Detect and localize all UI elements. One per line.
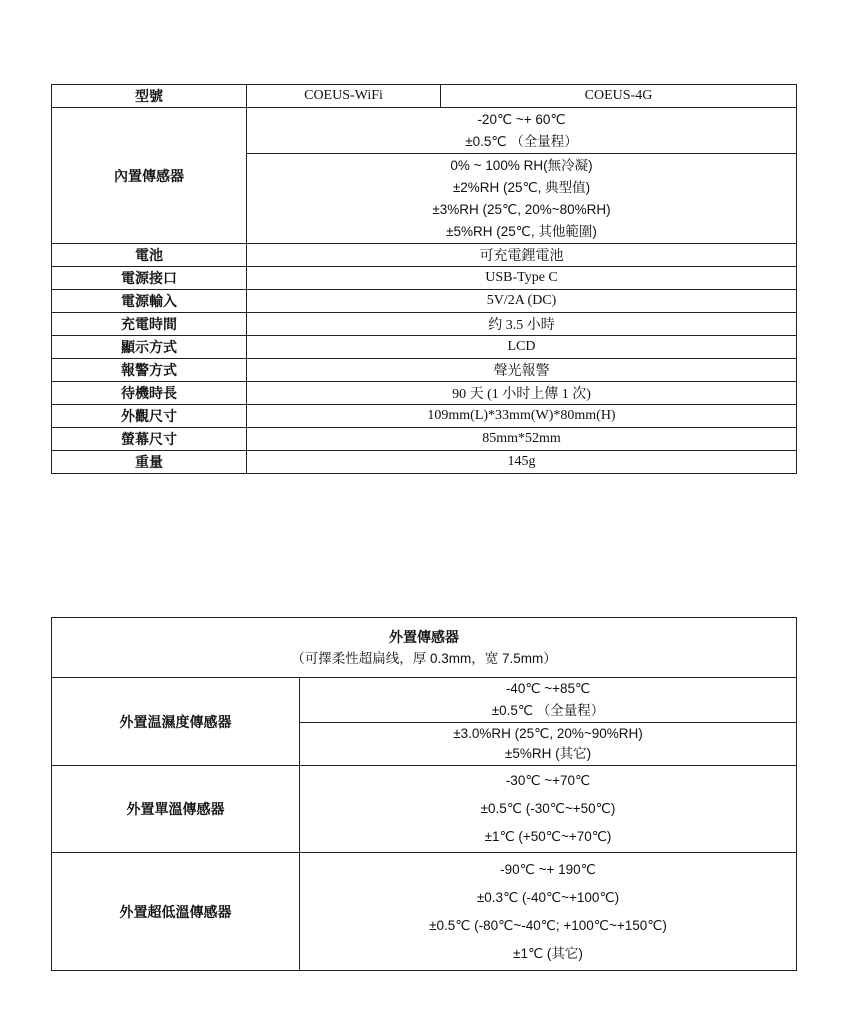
power-input-value: 5V/2A (DC) xyxy=(247,290,797,313)
ext-single-temp-label: 外置單溫傳感器 xyxy=(52,766,300,853)
ext-ul-line-2: ±0.3℃ (-40℃~+100℃) xyxy=(476,889,620,905)
ext-ul-line-3: ±0.5℃ (-80℃~-40℃; +100℃~+150℃) xyxy=(429,917,667,933)
external-sensor-header xyxy=(52,618,797,678)
screen-size-value: 85mm*52mm xyxy=(247,428,797,451)
ext-ultralow-temp-label: 外置超低溫傳感器 xyxy=(52,853,300,971)
battery-label: 電池 xyxy=(52,244,247,267)
builtin-humidity-range: 0% ~ 100% RH(無冷凝) xyxy=(450,157,593,173)
external-sensor-title: 外置傳感器 xyxy=(389,628,459,645)
display-label: 顯示方式 xyxy=(52,336,247,359)
model-wifi: COEUS-WiFi xyxy=(247,85,441,108)
builtin-temp-range: -20℃ ~+ 60℃ xyxy=(477,111,566,127)
model-label: 型號 xyxy=(52,85,247,108)
builtin-sensor-label: 內置傳感器 xyxy=(52,108,247,244)
table-row xyxy=(52,678,797,723)
charge-time-value: 约 3.5 小時 xyxy=(247,313,797,336)
table-row xyxy=(52,290,797,313)
power-port-label: 電源接口 xyxy=(52,267,247,290)
ext-ultralow-temp-cell xyxy=(300,853,797,971)
ext-single-temp-cell xyxy=(300,766,797,853)
alarm-value: 聲光報警 xyxy=(247,359,797,382)
table-row xyxy=(52,766,797,853)
table-row xyxy=(52,313,797,336)
ext-th-temp-range: -40℃ ~+85℃ xyxy=(505,681,591,696)
table-row xyxy=(52,336,797,359)
weight-label: 重量 xyxy=(52,451,247,474)
table-row xyxy=(52,108,797,154)
alarm-label: 報警方式 xyxy=(52,359,247,382)
table-row xyxy=(52,428,797,451)
ext-temp-humidity-label: 外置温濕度傳感器 xyxy=(52,678,300,766)
external-sensor-subtitle: （可擇柔性超扁线，厚 0.3mm，宽 7.5mm） xyxy=(291,650,557,666)
model-4g: COEUS-4G xyxy=(441,85,797,108)
table-row xyxy=(52,451,797,474)
screen-size-label: 螢幕尺寸 xyxy=(52,428,247,451)
ext-st-line-1: -30℃ ~+70℃ xyxy=(505,773,591,788)
ext-ul-line-1: -90℃ ~+ 190℃ xyxy=(500,861,596,877)
ext-temp-humidity-temp-cell xyxy=(300,678,797,723)
table-row xyxy=(52,244,797,267)
table-row xyxy=(52,853,797,971)
builtin-temp-accuracy: ±0.5℃ （全量程） xyxy=(465,133,578,149)
display-value: LCD xyxy=(247,336,797,359)
charge-time-label: 充電時間 xyxy=(52,313,247,336)
external-sensor-table xyxy=(51,617,797,971)
table-row xyxy=(52,618,797,678)
ext-th-hum-acc-2: ±5%RH (其它) xyxy=(504,746,592,761)
table-row xyxy=(52,267,797,290)
dimensions-value: 109mm(L)*33mm(W)*80mm(H) xyxy=(247,405,797,428)
table-row xyxy=(52,85,797,108)
ext-th-temp-accuracy: ±0.5℃ （全量程） xyxy=(491,703,605,718)
table-row xyxy=(52,382,797,405)
table-row xyxy=(52,359,797,382)
power-port-value: USB-Type C xyxy=(247,267,797,290)
builtin-temp-cell xyxy=(247,108,797,154)
battery-value: 可充電鋰電池 xyxy=(247,244,797,267)
dimensions-label: 外觀尺寸 xyxy=(52,405,247,428)
builtin-humidity-acc-3: ±5%RH (25℃, 其他範圍) xyxy=(446,223,597,239)
ext-st-line-3: ±1℃ (+50℃~+70℃) xyxy=(484,829,612,844)
ext-st-line-2: ±0.5℃ (-30℃~+50℃) xyxy=(480,801,616,816)
builtin-humidity-acc-1: ±2%RH (25℃, 典型值) xyxy=(452,179,591,195)
ext-th-hum-acc-1: ±3.0%RH (25℃, 20%~90%RH) xyxy=(453,726,643,741)
builtin-humidity-acc-2: ±3%RH (25℃, 20%~80%RH) xyxy=(432,201,611,217)
builtin-humidity-cell xyxy=(247,154,797,244)
weight-value: 145g xyxy=(247,451,797,474)
standby-label: 待機時長 xyxy=(52,382,247,405)
standby-value: 90 天 (1 小时上傳 1 次) xyxy=(247,382,797,405)
ext-ul-line-4: ±1℃ (其它) xyxy=(513,945,583,961)
power-input-label: 電源輸入 xyxy=(52,290,247,313)
spec-table xyxy=(51,84,797,474)
table-row xyxy=(52,405,797,428)
ext-temp-humidity-hum-cell xyxy=(300,723,797,766)
